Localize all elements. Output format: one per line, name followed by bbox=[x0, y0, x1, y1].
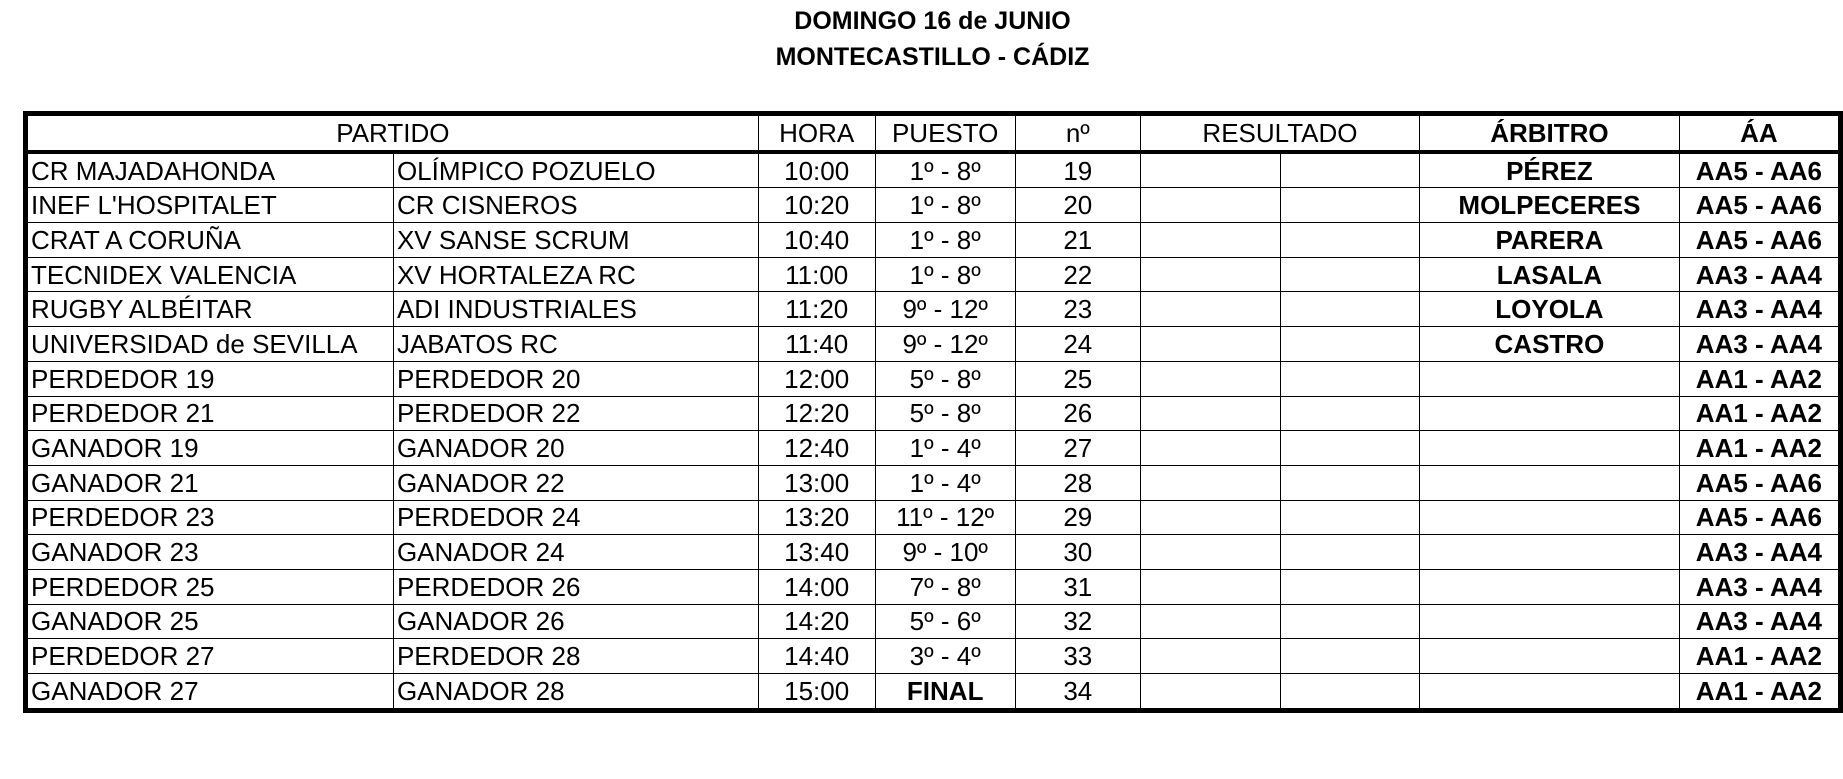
cell-hora: 14:20 bbox=[758, 604, 875, 639]
cell-hora: 10:20 bbox=[758, 188, 875, 223]
table-row bbox=[26, 188, 1841, 223]
cell-resultado-home[interactable] bbox=[1140, 465, 1280, 500]
cell-team-home: GANADOR 21 bbox=[26, 465, 394, 500]
table-row bbox=[26, 396, 1841, 431]
table-row bbox=[26, 674, 1841, 711]
cell-resultado-home[interactable] bbox=[1140, 569, 1280, 604]
cell-resultado-away[interactable] bbox=[1280, 292, 1419, 327]
cell-resultado-home[interactable] bbox=[1140, 327, 1280, 362]
table-row bbox=[26, 292, 1841, 327]
cell-team-home: GANADOR 27 bbox=[26, 674, 394, 711]
cell-hora: 12:20 bbox=[758, 396, 875, 431]
cell-team-home: TECNIDEX VALENCIA bbox=[26, 257, 394, 292]
cell-resultado-home[interactable] bbox=[1140, 223, 1280, 258]
cell-aa: AA1 - AA2 bbox=[1679, 396, 1840, 431]
cell-aa: AA3 - AA4 bbox=[1679, 292, 1840, 327]
cell-team-home: PERDEDOR 27 bbox=[26, 639, 394, 674]
cell-team-home: GANADOR 25 bbox=[26, 604, 394, 639]
cell-aa: AA3 - AA4 bbox=[1679, 327, 1840, 362]
cell-resultado-home[interactable] bbox=[1140, 292, 1280, 327]
cell-team-home: PERDEDOR 21 bbox=[26, 396, 394, 431]
cell-team-away: GANADOR 24 bbox=[393, 535, 758, 570]
cell-resultado-home[interactable] bbox=[1140, 604, 1280, 639]
cell-team-home: PERDEDOR 25 bbox=[26, 569, 394, 604]
cell-puesto: 9º - 12º bbox=[875, 292, 1015, 327]
cell-arbitro: PÉREZ bbox=[1420, 152, 1680, 188]
cell-numero: 29 bbox=[1015, 500, 1140, 535]
cell-team-away: GANADOR 20 bbox=[393, 431, 758, 466]
cell-team-away: GANADOR 26 bbox=[393, 604, 758, 639]
cell-aa: AA5 - AA6 bbox=[1679, 152, 1840, 188]
cell-numero: 22 bbox=[1015, 257, 1140, 292]
cell-team-away: PERDEDOR 20 bbox=[393, 361, 758, 396]
cell-arbitro bbox=[1420, 500, 1680, 535]
cell-hora: 11:00 bbox=[758, 257, 875, 292]
cell-resultado-away[interactable] bbox=[1280, 188, 1419, 223]
cell-team-home: PERDEDOR 23 bbox=[26, 500, 394, 535]
column-header-puesto: PUESTO bbox=[875, 114, 1015, 152]
cell-numero: 24 bbox=[1015, 327, 1140, 362]
cell-puesto: 9º - 10º bbox=[875, 535, 1015, 570]
cell-arbitro: LASALA bbox=[1420, 257, 1680, 292]
cell-puesto: 1º - 8º bbox=[875, 152, 1015, 188]
page-title-date: DOMINGO 16 de JUNIO bbox=[794, 7, 1071, 35]
cell-resultado-away[interactable] bbox=[1280, 535, 1419, 570]
cell-resultado-home[interactable] bbox=[1140, 535, 1280, 570]
cell-aa: AA1 - AA2 bbox=[1679, 639, 1840, 674]
cell-team-away: PERDEDOR 26 bbox=[393, 569, 758, 604]
cell-resultado-away[interactable] bbox=[1280, 639, 1419, 674]
table-row bbox=[26, 257, 1841, 292]
cell-resultado-home[interactable] bbox=[1140, 500, 1280, 535]
cell-resultado-away[interactable] bbox=[1280, 361, 1419, 396]
cell-arbitro bbox=[1420, 639, 1680, 674]
table-row bbox=[26, 639, 1841, 674]
cell-numero: 33 bbox=[1015, 639, 1140, 674]
cell-numero: 31 bbox=[1015, 569, 1140, 604]
match-schedule-table bbox=[23, 111, 1843, 713]
column-header-resultado: RESULTADO bbox=[1140, 114, 1419, 152]
cell-arbitro bbox=[1420, 674, 1680, 711]
cell-aa: AA3 - AA4 bbox=[1679, 604, 1840, 639]
cell-team-away: CR CISNEROS bbox=[393, 188, 758, 223]
cell-puesto: 3º - 4º bbox=[875, 639, 1015, 674]
cell-resultado-home[interactable] bbox=[1140, 674, 1280, 711]
cell-hora: 13:00 bbox=[758, 465, 875, 500]
table-row bbox=[26, 465, 1841, 500]
cell-resultado-away[interactable] bbox=[1280, 465, 1419, 500]
cell-team-away: PERDEDOR 22 bbox=[393, 396, 758, 431]
cell-team-home: GANADOR 19 bbox=[26, 431, 394, 466]
cell-puesto: 1º - 4º bbox=[875, 465, 1015, 500]
cell-team-home: INEF L'HOSPITALET bbox=[26, 188, 394, 223]
cell-aa: AA5 - AA6 bbox=[1679, 465, 1840, 500]
cell-aa: AA3 - AA4 bbox=[1679, 257, 1840, 292]
cell-hora: 11:40 bbox=[758, 327, 875, 362]
cell-team-home: UNIVERSIDAD de SEVILLA bbox=[26, 327, 394, 362]
cell-puesto: 9º - 12º bbox=[875, 327, 1015, 362]
cell-aa: AA5 - AA6 bbox=[1679, 188, 1840, 223]
cell-resultado-away[interactable] bbox=[1280, 674, 1419, 711]
table-row bbox=[26, 361, 1841, 396]
column-header-aa: ÁA bbox=[1679, 114, 1840, 152]
cell-team-home: CR MAJADAHONDA bbox=[26, 152, 394, 188]
cell-puesto: 11º - 12º bbox=[875, 500, 1015, 535]
cell-resultado-away[interactable] bbox=[1280, 604, 1419, 639]
cell-numero: 30 bbox=[1015, 535, 1140, 570]
table-body bbox=[26, 152, 1841, 711]
cell-resultado-away[interactable] bbox=[1280, 223, 1419, 258]
cell-resultado-home[interactable] bbox=[1140, 257, 1280, 292]
cell-resultado-away[interactable] bbox=[1280, 327, 1419, 362]
table-row bbox=[26, 327, 1841, 362]
cell-arbitro: MOLPECERES bbox=[1420, 188, 1680, 223]
cell-resultado-home[interactable] bbox=[1140, 396, 1280, 431]
cell-team-home: RUGBY ALBÉITAR bbox=[26, 292, 394, 327]
cell-team-home: GANADOR 23 bbox=[26, 535, 394, 570]
cell-resultado-home[interactable] bbox=[1140, 431, 1280, 466]
cell-resultado-home[interactable] bbox=[1140, 188, 1280, 223]
cell-resultado-home[interactable] bbox=[1140, 639, 1280, 674]
cell-resultado-away[interactable] bbox=[1280, 257, 1419, 292]
cell-hora: 14:00 bbox=[758, 569, 875, 604]
cell-aa: AA1 - AA2 bbox=[1679, 361, 1840, 396]
cell-hora: 14:40 bbox=[758, 639, 875, 674]
cell-hora: 15:00 bbox=[758, 674, 875, 711]
cell-arbitro: PARERA bbox=[1420, 223, 1680, 258]
cell-arbitro bbox=[1420, 396, 1680, 431]
cell-resultado-away[interactable] bbox=[1280, 396, 1419, 431]
cell-arbitro bbox=[1420, 431, 1680, 466]
table-row bbox=[26, 569, 1841, 604]
cell-hora: 12:40 bbox=[758, 431, 875, 466]
cell-resultado-away[interactable] bbox=[1280, 500, 1419, 535]
cell-arbitro: CASTRO bbox=[1420, 327, 1680, 362]
table-header-row bbox=[26, 114, 1841, 152]
cell-numero: 27 bbox=[1015, 431, 1140, 466]
cell-puesto: 7º - 8º bbox=[875, 569, 1015, 604]
table-row bbox=[26, 431, 1841, 466]
cell-puesto: FINAL bbox=[875, 674, 1015, 711]
column-header-numero: nº bbox=[1015, 114, 1140, 152]
cell-aa: AA3 - AA4 bbox=[1679, 569, 1840, 604]
page-title-venue: MONTECASTILLO - CÁDIZ bbox=[775, 43, 1090, 71]
cell-arbitro: LOYOLA bbox=[1420, 292, 1680, 327]
cell-aa: AA1 - AA2 bbox=[1679, 674, 1840, 711]
cell-team-home: CRAT A CORUÑA bbox=[26, 223, 394, 258]
cell-team-away: XV HORTALEZA RC bbox=[393, 257, 758, 292]
cell-hora: 13:20 bbox=[758, 500, 875, 535]
cell-hora: 11:20 bbox=[758, 292, 875, 327]
column-header-partido: PARTIDO bbox=[26, 114, 759, 152]
cell-numero: 25 bbox=[1015, 361, 1140, 396]
cell-resultado-home[interactable] bbox=[1140, 152, 1280, 188]
cell-arbitro bbox=[1420, 569, 1680, 604]
cell-team-away: ADI INDUSTRIALES bbox=[393, 292, 758, 327]
cell-numero: 21 bbox=[1015, 223, 1140, 258]
cell-hora: 13:40 bbox=[758, 535, 875, 570]
cell-team-away: PERDEDOR 28 bbox=[393, 639, 758, 674]
cell-puesto: 1º - 4º bbox=[875, 431, 1015, 466]
cell-team-away: XV SANSE SCRUM bbox=[393, 223, 758, 258]
column-header-hora: HORA bbox=[758, 114, 875, 152]
table-row bbox=[26, 152, 1841, 188]
cell-aa: AA1 - AA2 bbox=[1679, 431, 1840, 466]
cell-numero: 20 bbox=[1015, 188, 1140, 223]
cell-puesto: 5º - 8º bbox=[875, 361, 1015, 396]
cell-puesto: 5º - 6º bbox=[875, 604, 1015, 639]
cell-arbitro bbox=[1420, 465, 1680, 500]
cell-team-away: JABATOS RC bbox=[393, 327, 758, 362]
cell-puesto: 1º - 8º bbox=[875, 257, 1015, 292]
cell-hora: 12:00 bbox=[758, 361, 875, 396]
table-row bbox=[26, 500, 1841, 535]
table-row bbox=[26, 535, 1841, 570]
cell-resultado-away[interactable] bbox=[1280, 152, 1419, 188]
cell-numero: 26 bbox=[1015, 396, 1140, 431]
cell-arbitro bbox=[1420, 535, 1680, 570]
cell-arbitro bbox=[1420, 604, 1680, 639]
cell-aa: AA5 - AA6 bbox=[1679, 500, 1840, 535]
table-row bbox=[26, 223, 1841, 258]
cell-puesto: 1º - 8º bbox=[875, 223, 1015, 258]
table-row bbox=[26, 604, 1841, 639]
cell-team-away: GANADOR 22 bbox=[393, 465, 758, 500]
cell-numero: 19 bbox=[1015, 152, 1140, 188]
cell-numero: 28 bbox=[1015, 465, 1140, 500]
cell-numero: 34 bbox=[1015, 674, 1140, 711]
cell-resultado-away[interactable] bbox=[1280, 569, 1419, 604]
cell-arbitro bbox=[1420, 361, 1680, 396]
cell-team-away: PERDEDOR 24 bbox=[393, 500, 758, 535]
cell-puesto: 1º - 8º bbox=[875, 188, 1015, 223]
cell-resultado-home[interactable] bbox=[1140, 361, 1280, 396]
column-header-arbitro: ÁRBITRO bbox=[1420, 114, 1680, 152]
cell-aa: AA5 - AA6 bbox=[1679, 223, 1840, 258]
cell-puesto: 5º - 8º bbox=[875, 396, 1015, 431]
cell-hora: 10:00 bbox=[758, 152, 875, 188]
cell-hora: 10:40 bbox=[758, 223, 875, 258]
cell-resultado-away[interactable] bbox=[1280, 431, 1419, 466]
cell-team-away: GANADOR 28 bbox=[393, 674, 758, 711]
cell-aa: AA3 - AA4 bbox=[1679, 535, 1840, 570]
cell-team-home: PERDEDOR 19 bbox=[26, 361, 394, 396]
cell-numero: 32 bbox=[1015, 604, 1140, 639]
cell-team-away: OLÍMPICO POZUELO bbox=[393, 152, 758, 188]
cell-numero: 23 bbox=[1015, 292, 1140, 327]
